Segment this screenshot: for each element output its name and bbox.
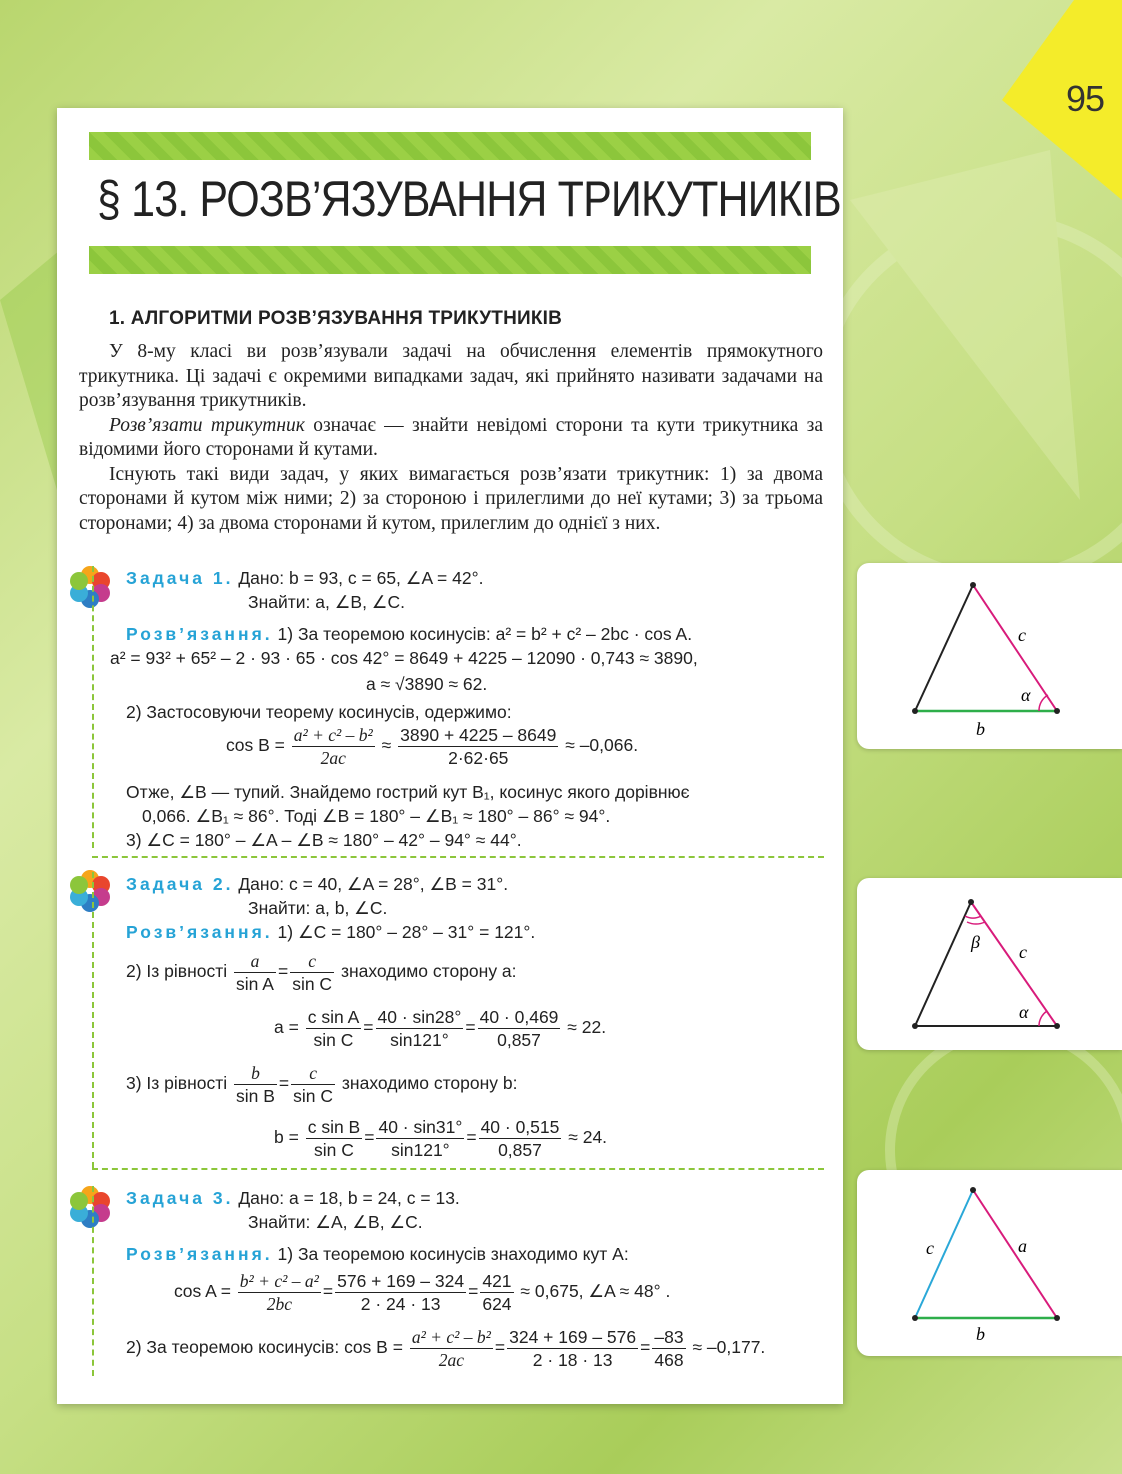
denominator: 0,857	[497, 1030, 541, 1050]
label-c: c	[1019, 942, 1027, 962]
numerator: a	[234, 950, 276, 973]
denominator: 468	[654, 1350, 684, 1370]
fraction	[290, 950, 334, 995]
figure-2	[857, 878, 1122, 1050]
cosB-lhs: cos B =	[226, 735, 285, 756]
numerator: c sin A	[307, 1007, 360, 1027]
task-3-step-1	[126, 1242, 629, 1266]
cosB-result: ≈ –0,177.	[692, 1337, 766, 1358]
intro-paragraph-3: Існують такі види задач, у яких вимагається розв’язати трикутник: 1) за двома сторонами й кутом між ними; 2) за стороною і прилеглими до неї кутами; 3) за трьома сторонами; 4) за двома сторонами й кутом, прилеглим до однієї з них.	[79, 463, 823, 534]
denominator: sin C	[293, 1086, 334, 1106]
fraction	[479, 1116, 562, 1161]
numerator: 40 · sin28°	[377, 1007, 462, 1027]
task-1-step-2: a² = 93² + 65² – 2 · 93 · 65 · cos 42° = 8649 + 4225 – 12090 · 0,743 ≈ 3890,	[110, 648, 698, 668]
task-2-step-3: 3) Із рівності $\frac{b}{\text{sin B}}$ = $\frac{c}{\text{sin C}}$ знаходимо сторону b:	[126, 1063, 518, 1106]
denominator: sin C	[313, 1030, 354, 1050]
b-lhs: b =	[274, 1127, 299, 1148]
intro-text	[79, 340, 823, 536]
fraction	[398, 724, 558, 769]
cosA-result: ≈ 0,675, ∠A ≈ 48° .	[520, 1281, 671, 1302]
numerator: a² + c² – b²	[293, 725, 373, 745]
numerator: 576 + 169 – 324	[337, 1271, 465, 1291]
denominator: sin121°	[391, 1140, 450, 1160]
task-1-given	[126, 566, 483, 590]
denominator: 0,857	[498, 1140, 542, 1160]
task-2-given-text: Дано: c = 40, ∠A = 28°, ∠B = 31°.	[238, 874, 509, 894]
intro-paragraph-2	[79, 414, 823, 463]
fraction	[306, 1116, 363, 1161]
task-1-step-6: 0,066. ∠B₁ ≈ 86°. Тоді ∠B = 180° – ∠B₁ ≈ 180° – 86° ≈ 94°.	[142, 806, 611, 826]
numerator: 40 · 0,469	[479, 1007, 559, 1027]
fraction	[306, 1006, 362, 1051]
label-beta: β	[971, 932, 980, 952]
triangle-3-diagram	[857, 1170, 1122, 1356]
numerator: 40 · sin31°	[378, 1117, 463, 1137]
denominator: 2bc	[266, 1294, 292, 1314]
label-alpha: α	[1021, 685, 1031, 705]
task-1-step-4: 2) Застосовуючи теорему косинусів, одержимо:	[126, 702, 512, 722]
figure-3	[857, 1170, 1122, 1356]
denominator: sin121°	[390, 1030, 449, 1050]
task-1-label: Задача 1.	[126, 568, 234, 588]
denominator: sin C	[314, 1140, 354, 1160]
numerator: c	[290, 950, 334, 973]
task-1-given-text: Дано: b = 93, c = 65, ∠A = 42°.	[238, 568, 484, 588]
numerator: b² + c² – a²	[239, 1271, 319, 1291]
task-3-s1: 1) За теоремою косинусів знаходимо кут A:	[277, 1244, 629, 1264]
a-lhs: a =	[274, 1017, 299, 1038]
divider	[92, 1168, 824, 1170]
fraction	[335, 1270, 466, 1315]
task-3	[92, 1186, 826, 1376]
task-3-given	[126, 1186, 460, 1210]
numerator: b	[234, 1062, 277, 1085]
content-card	[57, 108, 843, 1404]
task-2-a-formula: a = $\frac{\text{c sin A}}{\text{sin C}}$ = $\frac{40 \cdot \sin 28^\circ}{\sin 121^\circ}$ = $\frac{40 \cdot 0,469}{0,857}$ ≈ 22.	[274, 1007, 607, 1050]
fraction	[376, 1006, 464, 1051]
task-2-solution-label: Розв’язання.	[126, 922, 273, 942]
task-3-solution-label: Розв’язання.	[126, 1244, 273, 1264]
task-2-s1: 1) ∠C = 180° – 28° – 31° = 121°.	[277, 922, 536, 942]
fraction	[234, 1062, 277, 1107]
intro-paragraph-1: У 8-му класі ви розв’язували задачі на обчислення елементів прямокутного трикутника. Ці задачі є окремими випадками задач, які прийнято називати задачами на розв’язування трикутників.	[79, 341, 823, 411]
denominator: 2·62·65	[448, 748, 509, 768]
s2-prefix: 2) Із рівності	[126, 961, 228, 982]
task-3-cosA-formula: cos A = $\frac{\text{b² + c² – a²}}{2bc}$ = $\frac{576 + 169 - 324}{2 \cdot 24 \cdot 13}$ = $\frac{421}{624}$ ≈ 0,675, ∠A ≈ 48° .	[174, 1271, 671, 1314]
cosA-lhs: cos A =	[174, 1281, 231, 1302]
numerator: c sin B	[307, 1117, 361, 1137]
fraction	[478, 1006, 561, 1051]
fraction	[507, 1326, 638, 1371]
numerator: c	[291, 1062, 335, 1085]
title-band-top	[89, 132, 811, 160]
denominator: 624	[482, 1294, 512, 1314]
fraction	[652, 1326, 685, 1371]
task-1-cosB-formula: cos B = $\frac{\text{a² + c² – b²}}{2ac}$ ≈ $\frac{3890 + 4225 - 8649}{2\cdot 62\cdot 65}$ ≈ –0,066.	[226, 725, 639, 768]
numerator: a² + c² – b²	[411, 1327, 491, 1347]
task-1-step-7: 3) ∠C = 180° – ∠A – ∠B ≈ 180° – 42° – 94° ≈ 44°.	[126, 830, 522, 850]
denominator: 2ac	[438, 1350, 464, 1370]
task-2-given	[126, 872, 508, 896]
label-b: b	[976, 1324, 985, 1344]
triangle-2-diagram	[857, 878, 1122, 1050]
label-a: a	[1018, 1236, 1027, 1256]
label-c: c	[1018, 625, 1026, 645]
s2-suffix: знаходимо сторону a:	[340, 961, 517, 982]
task-3-find: Знайти: ∠A, ∠B, ∠C.	[248, 1212, 423, 1232]
figure-1	[857, 563, 1122, 749]
page-number: 95	[1065, 78, 1104, 119]
s3-suffix: знаходимо сторону b:	[341, 1073, 518, 1094]
divider	[92, 856, 824, 858]
label-b: b	[976, 719, 985, 739]
s2-prefix: 2) За теоремою косинусів: cos B =	[126, 1337, 403, 1358]
task-1-step-3: a ≈ √3890 ≈ 62.	[366, 674, 488, 694]
task-2-step-1	[126, 920, 535, 944]
b-result: ≈ 24.	[568, 1127, 608, 1148]
chapter-title: § 13. РОЗВ’ЯЗУВАННЯ ТРИКУТНИКІВ	[97, 171, 841, 227]
task-2-b-formula: b = $\frac{\text{c sin B}}{\text{sin C}}$ = $\frac{40 \cdot \sin 31^\circ}{\sin 121^\circ}$ = $\frac{40 \cdot 0,515}{0,857}$ ≈ 24.	[274, 1117, 608, 1160]
numerator: 3890 + 4225 – 8649	[400, 725, 557, 745]
label-c: c	[926, 1238, 934, 1258]
fraction	[238, 1270, 321, 1315]
denominator: 2 · 18 · 13	[532, 1350, 613, 1370]
denominator: sin C	[292, 974, 333, 994]
fraction	[480, 1270, 513, 1315]
task-2	[92, 872, 826, 1168]
task-2-step-2: 2) Із рівності $\frac{a}{\text{sin A}}$ = $\frac{c}{\text{sin C}}$ знаходимо сторону a:	[126, 951, 517, 994]
denominator: sin B	[236, 1086, 275, 1106]
s3-prefix: 3) Із рівності	[126, 1073, 228, 1094]
task-1	[92, 566, 826, 848]
triangle-1-diagram	[857, 563, 1122, 749]
denominator: 2ac	[320, 748, 346, 768]
task-1-s1: 1) За теоремою косинусів: a² = b² + c² – 2bc · cos A.	[277, 624, 693, 644]
task-1-find: Знайти: a, ∠B, ∠C.	[248, 592, 405, 612]
section-heading: 1. АЛГОРИТМИ РОЗВ’ЯЗУВАННЯ ТРИКУТНИКІВ	[109, 308, 563, 329]
a-result: ≈ 22.	[567, 1017, 607, 1038]
fraction	[292, 724, 375, 769]
task-1-step-5: Отже, ∠B — тупий. Знайдемо гострий кут B₁, косинус якого дорівнює	[126, 782, 690, 802]
label-alpha: α	[1019, 1002, 1029, 1022]
intro-paragraph-2-text: означає — знайти невідомі сторони та кути трикутника за відомими його сторонами й кутами.	[79, 414, 823, 460]
numerator: 421	[482, 1271, 512, 1291]
term-emphasis: Розв’язати трикутник	[109, 414, 305, 436]
fraction	[410, 1326, 493, 1371]
task-3-label: Задача 3.	[126, 1188, 234, 1208]
task-1-step-1	[126, 622, 692, 646]
numerator: –83	[654, 1327, 684, 1347]
task-2-label: Задача 2.	[126, 874, 234, 894]
numerator: 324 + 169 – 576	[509, 1327, 637, 1347]
denominator: sin A	[236, 974, 274, 994]
task-3-step-2: 2) За теоремою косинусів: cos B = $\frac{\text{a² + c² – b²}}{2ac}$ = $\frac{324 + 169 - 576}{2 \cdot 18 \cdot 13}$ = $\frac{-83}{468}$ ≈ –0,177.	[126, 1327, 766, 1370]
task-2-find: Знайти: a, b, ∠C.	[248, 898, 388, 918]
task-1-solution-label: Розв’язання.	[126, 624, 273, 644]
fraction	[376, 1116, 464, 1161]
numerator: 40 · 0,515	[480, 1117, 560, 1137]
task-3-given-text: Дано: a = 18, b = 24, c = 13.	[238, 1188, 460, 1208]
cosB-result: ≈ –0,066.	[565, 735, 639, 756]
denominator: 2 · 24 · 13	[360, 1294, 441, 1314]
fraction	[234, 950, 276, 995]
fraction	[291, 1062, 335, 1107]
title-band-bottom	[89, 246, 811, 274]
